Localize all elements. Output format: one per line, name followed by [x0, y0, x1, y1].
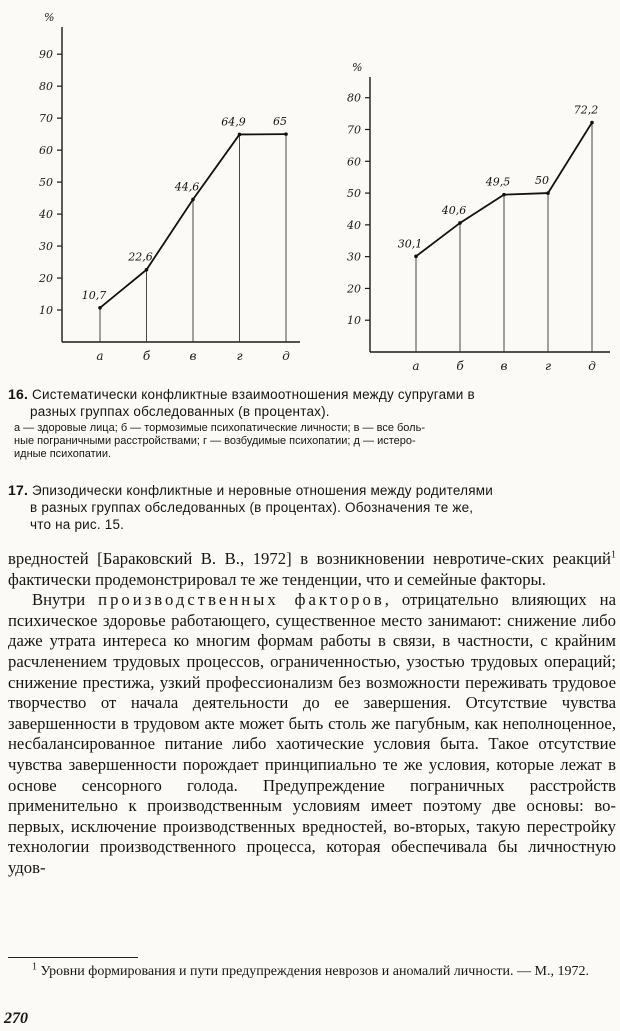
caption-fig17-line2: в разных группах обследованных (в процентах). Обозначения те же, [30, 500, 474, 515]
fig16-y-tick-label: 60 [39, 144, 53, 158]
footnote-text: Уровни формирования и пути предупреждения неврозов и аномалий личности. — М., 1972. [37, 964, 589, 979]
fig16-y-tick-label: 90 [39, 48, 53, 62]
page-number: 270 [4, 1010, 28, 1027]
caption-fig16 [8, 386, 618, 461]
fig17-data-label: 30,1 [397, 237, 423, 251]
chart-fig17 [330, 0, 620, 375]
fig16-y-tick-label: 80 [39, 80, 53, 94]
chart-fig17-svg [330, 0, 620, 375]
fig16-y-tick-label: 30 [39, 240, 53, 254]
caption-fig16-line2: разных группах обследованных (в процентах). [30, 404, 330, 419]
fig17-category-label: в [500, 359, 508, 373]
fig17-category-label: г [544, 359, 552, 373]
fig17-data-label: 40,6 [441, 203, 467, 217]
caption-fig17 [8, 482, 618, 533]
fig16-y-tick-label: 50 [39, 176, 53, 190]
caption-fig17-number: 17. [8, 482, 29, 498]
chart-fig16-svg [0, 0, 310, 375]
fig17-y-tick-label: 60 [347, 155, 361, 169]
fig16-category-label: б [142, 349, 151, 363]
fig16-y-tick-label: 70 [39, 112, 53, 126]
footnote [8, 963, 612, 980]
fig16-data-label: 44,6 [174, 180, 200, 194]
fig16-y-tick-label: 10 [39, 304, 53, 318]
fig17-data-point [414, 255, 418, 259]
fig17-data-label: 49,5 [485, 175, 511, 189]
fig16-data-label: 65 [273, 115, 287, 129]
paragraph-2: Внутри производственных факторов, отрицательно влияющих на психическое здоровье работающего, существенное место занимают: снижение либо даже утрата интереса ко многим формам работы в связи, в частности, с крайним расчленением трудовых процессов, ограниченностью, узостью трудовых операций; снижение престижа, узкий профессионализм без возможности переживать трудовое творчество от начала деятельности до ее завершения. Отсутствие чувства завершенности в трудовом акте может быть столь же пагубным, как неполноценное, несбалансированное питание либо хаотические условия быта. Такое отсутствие чувства завершенности порождает принципиально те же условия, которые лежат в основе сенсорного голода. Предупреждение пограничных расстройств применительно к производственным условиям имеет поэтому две основы: во-первых, исключение производственных вредностей, во-вторых, такую перестройку технологии производственного процесса, которая обеспечивала бы личностную удов- [8, 590, 617, 877]
fig17-category-label: а [412, 359, 420, 373]
fig17-y-tick-label: 50 [347, 187, 361, 201]
fig16-y-tick-label: 20 [39, 272, 53, 286]
footnote-rule [8, 957, 138, 958]
fig17-y-tick-label: 20 [347, 282, 361, 296]
fig17-data-point [502, 193, 506, 197]
fig17-y-tick-label: 30 [347, 250, 361, 264]
fig16-y-unit: % [44, 11, 55, 24]
legend-line3: идные психопатии. [14, 448, 112, 460]
fig16-category-label: д [282, 349, 290, 363]
fig16-data-point [145, 268, 149, 272]
fig16-data-point [284, 132, 288, 136]
legend-line2: ные пограничными расстройствами; г — возбудимые психопатии; д — истеро- [14, 435, 416, 447]
fig17-data-point [546, 191, 550, 195]
caption-fig17-line1: Эпизодически конфликтные и неровные отношения между родителями [32, 483, 493, 498]
fig17-y-tick-label: 70 [347, 123, 361, 137]
caption-fig17-line3: что на рис. 15. [30, 517, 125, 532]
fig16-category-label: а [96, 349, 104, 363]
fig16-data-point [238, 133, 242, 137]
caption-fig16-number: 16. [8, 386, 29, 402]
fig16-data-label: 10,7 [81, 288, 107, 302]
chart-fig16 [0, 0, 310, 375]
body-text [8, 549, 616, 879]
fig16-data-point [98, 306, 102, 310]
fig16-category-label: г [236, 349, 243, 363]
footnote-marker: 1 [32, 961, 37, 973]
emphasis-spaced: производственных факторов [98, 590, 385, 610]
fig17-y-tick-label: 80 [347, 91, 361, 105]
caption-fig16-legend [8, 422, 618, 461]
fig16-category-label: в [189, 349, 197, 363]
fig17-data-label: 72,2 [573, 103, 599, 117]
fig17-data-label: 50 [535, 174, 549, 188]
fig16-y-tick-label: 40 [39, 208, 53, 222]
fig17-category-label: д [588, 359, 596, 373]
caption-fig16-line1: Систематически конфликтные взаимоотношения между супругами в [32, 387, 475, 402]
fig17-y-tick-label: 40 [347, 218, 361, 232]
fig17-data-point [590, 121, 594, 125]
footnote-ref: 1 [611, 549, 616, 561]
fig16-data-label: 22,6 [128, 250, 153, 264]
legend-line1: а — здоровые лица; б — тормозимые психопатические личности; в — все боль- [14, 422, 425, 434]
paragraph-1: вредностей [Бараковский В. В., 1972] в возникновении невротиче-ских реакций$^1$ фактически продемонстрировал те же тенденции, что и семейные факторы. [8, 549, 616, 589]
fig17-y-tick-label: 10 [347, 314, 361, 328]
fig17-y-unit: % [352, 61, 363, 74]
fig17-data-point [458, 221, 462, 225]
fig16-data-point [191, 198, 195, 202]
fig17-category-label: б [456, 359, 464, 373]
fig16-data-label: 64,9 [221, 115, 246, 129]
